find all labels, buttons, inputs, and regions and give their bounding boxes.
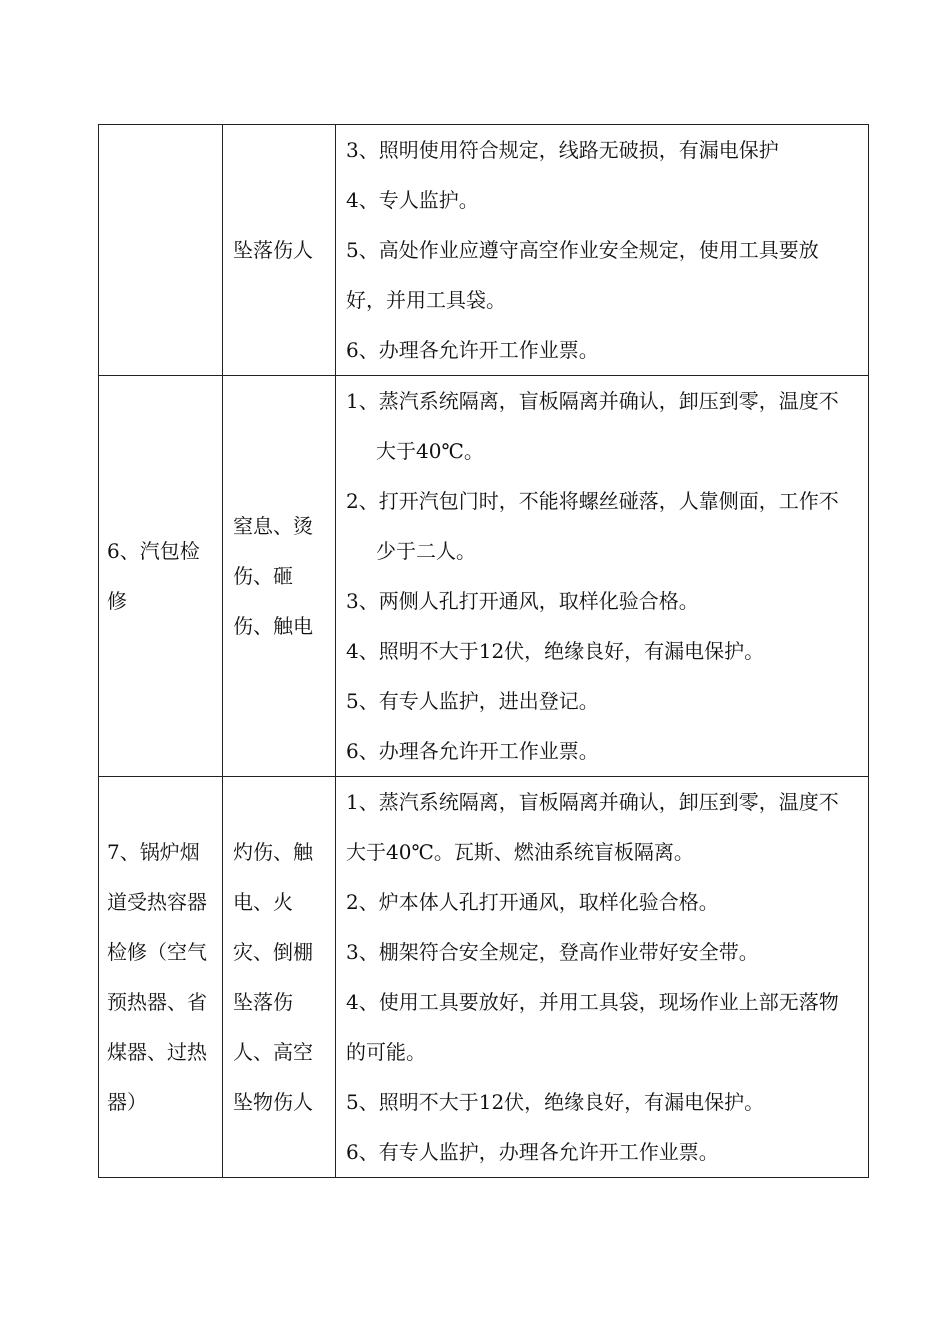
measure-item: 3、棚架符合安全规定，登高作业带好安全带。 bbox=[346, 940, 759, 964]
hazard-cell bbox=[223, 777, 336, 1178]
measure-item: 6、有专人监护，办理各允许开工作业票。 bbox=[346, 1140, 719, 1164]
hazard-text: 坠落伤人 bbox=[233, 238, 313, 262]
measure-item: 6、办理各允许开工作业票。 bbox=[346, 338, 599, 362]
measure-item: 5、有专人监护，进出登记。 bbox=[346, 689, 599, 713]
hazard-text: 灼伤、触电、火灾、倒棚坠落伤人、高空坠物伤人 bbox=[233, 840, 313, 1114]
measure-item: 2、打开汽包门时，不能将螺丝碰落，人靠侧面，工作不少于二人。 bbox=[346, 489, 839, 563]
measure-item: 5、高处作业应遵守高空作业安全规定，使用工具要放好，并用工具袋。 bbox=[346, 238, 819, 312]
measures-list bbox=[336, 777, 868, 1177]
measure-item: 3、两侧人孔打开通风，取样化验合格。 bbox=[346, 589, 699, 613]
measures-list bbox=[336, 125, 868, 375]
hazard-cell bbox=[223, 376, 336, 777]
measure-item: 6、办理各允许开工作业票。 bbox=[346, 739, 599, 763]
task-text: 6、汽包检修 bbox=[107, 539, 200, 613]
table-row bbox=[99, 376, 869, 777]
task-cell bbox=[99, 376, 223, 777]
task-cell bbox=[99, 125, 223, 376]
measure-item: 3、照明使用符合规定，线路无破损，有漏电保护 bbox=[346, 138, 779, 162]
measure-item: 1、蒸汽系统隔离，盲板隔离并确认，卸压到零，温度不大于40℃。 bbox=[346, 389, 839, 463]
measures-cell bbox=[336, 777, 869, 1178]
table-row bbox=[99, 777, 869, 1178]
safety-measures-table bbox=[98, 124, 869, 1178]
measure-item: 4、专人监护。 bbox=[346, 188, 479, 212]
task-text: 7、锅炉烟道受热容器检修（空气预热器、省煤器、过热器） bbox=[107, 840, 207, 1114]
table-row bbox=[99, 125, 869, 376]
measures-list bbox=[336, 376, 868, 776]
measure-item: 4、照明不大于12伏，绝缘良好，有漏电保护。 bbox=[346, 639, 765, 663]
measure-item: 4、使用工具要放好，并用工具袋，现场作业上部无落物的可能。 bbox=[346, 990, 839, 1064]
measure-item: 2、炉本体人孔打开通风，取样化验合格。 bbox=[346, 890, 719, 914]
measure-item: 1、蒸汽系统隔离，盲板隔离并确认，卸压到零，温度不大于40℃。瓦斯、燃油系统盲板隔离。 bbox=[346, 790, 839, 864]
measures-cell bbox=[336, 376, 869, 777]
measure-item: 5、照明不大于12伏，绝缘良好，有漏电保护。 bbox=[346, 1090, 765, 1114]
hazard-cell bbox=[223, 125, 336, 376]
task-cell bbox=[99, 777, 223, 1178]
hazard-text: 窒息、烫伤、砸伤、触电 bbox=[233, 514, 313, 638]
measures-cell bbox=[336, 125, 869, 376]
